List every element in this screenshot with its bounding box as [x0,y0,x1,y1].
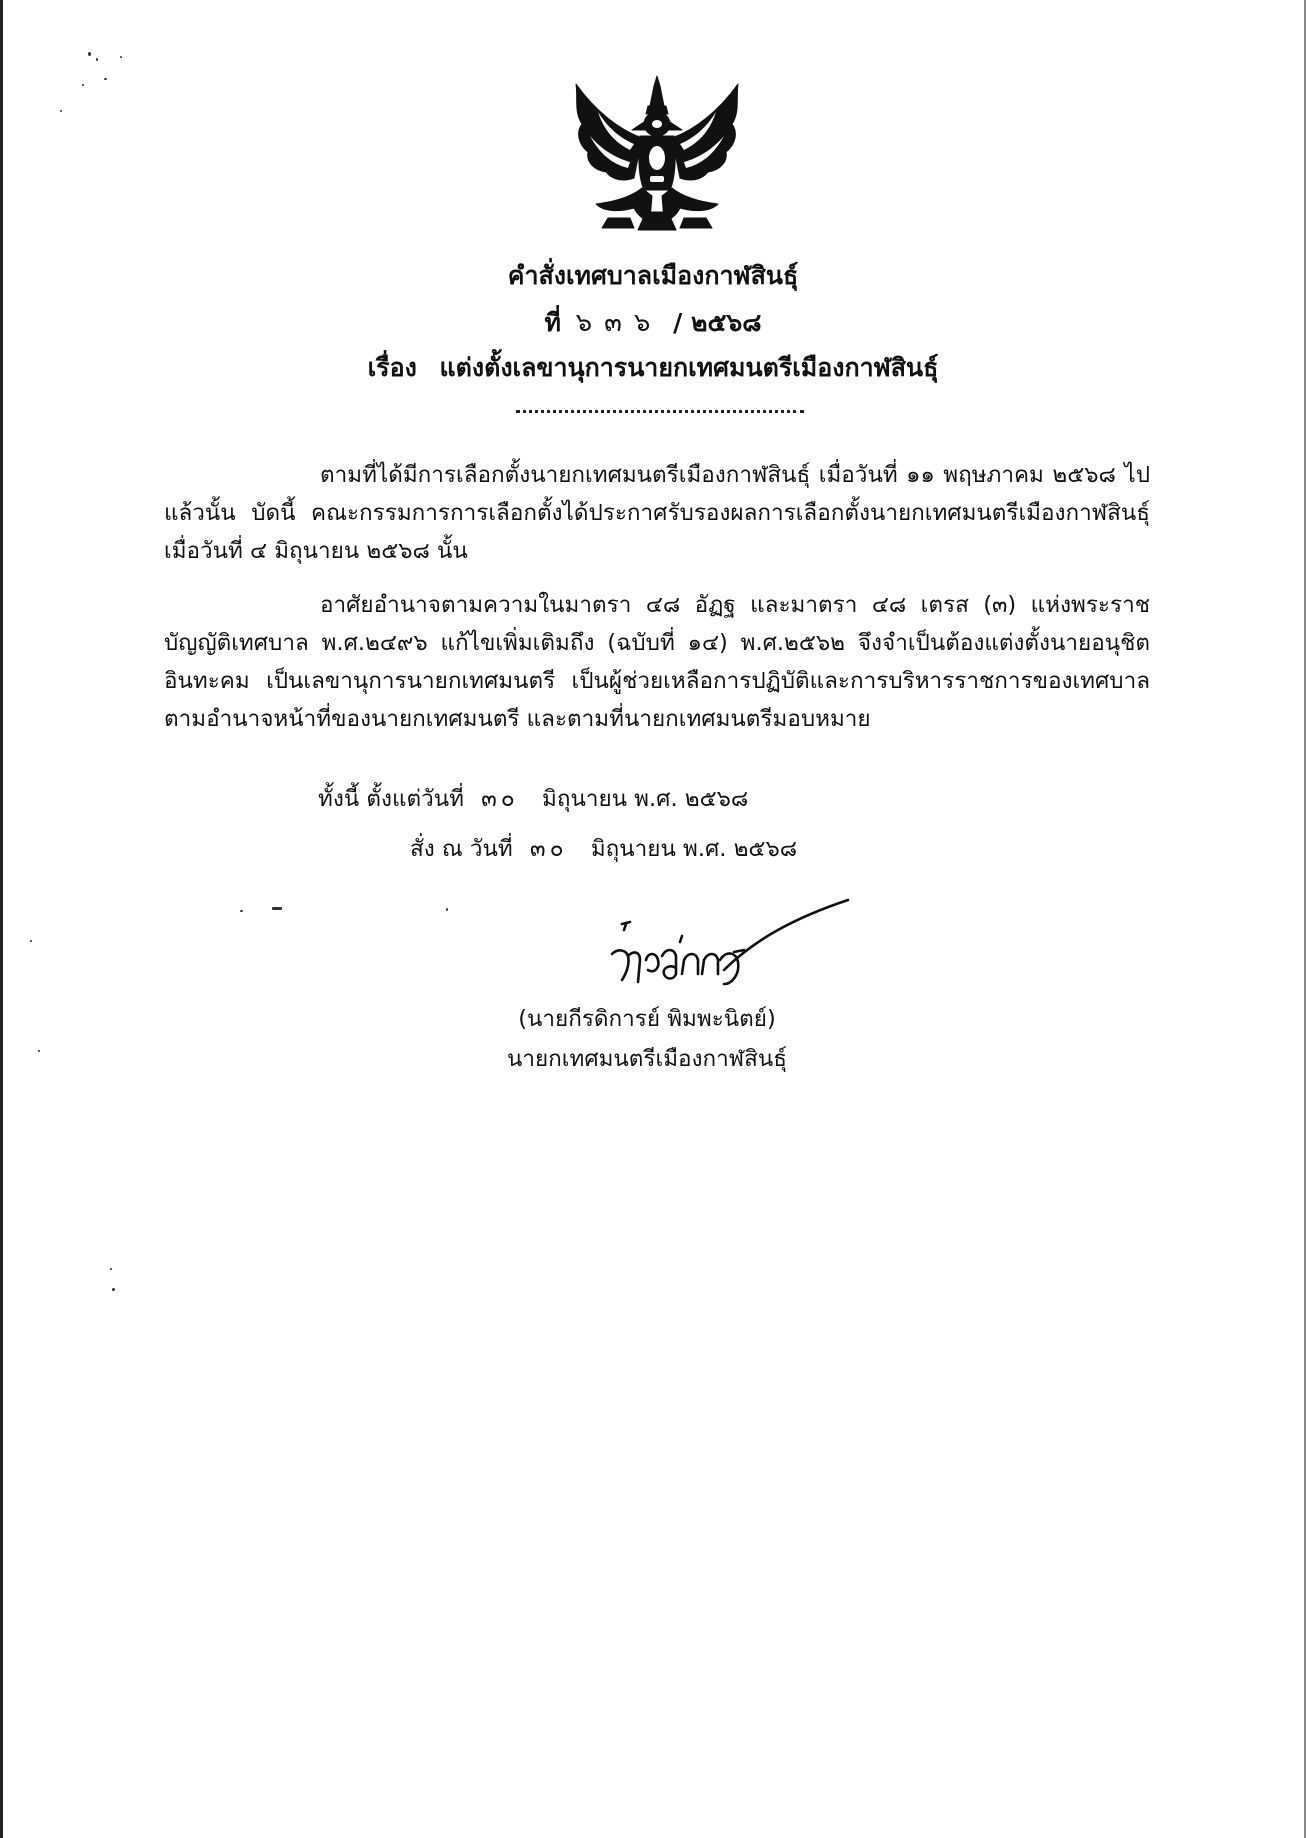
scan-speck [82,84,84,86]
scan-speck [104,78,107,80]
ordered-date-month-year: มิถุนายน พ.ศ. ๒๕๖๘ [590,836,798,862]
scan-speck [30,940,32,942]
order-number-year: / ๒๕๖๘ [673,308,762,337]
scan-speck [96,58,98,61]
garuda-emblem-icon [568,72,746,234]
scan-speck [110,1268,112,1270]
body-paragraph-1: ตามที่ได้มีการเลือกตั้งนายกเทศมนตรีเมืองกาฬสินธุ์ เมื่อวันที่ ๑๑ พฤษภาคม ๒๕๖๘ ไปแล้วนั้น บัดนี้ คณะกรรมการการเลือกตั้งได้ประกาศรับรองผลการเลือกตั้งนายกเทศมนตรีเมืองกาฬสินธุ์ เมื่อวันที่ ๔ มิถุนายน ๒๕๖๘ นั้น [164,462,1150,564]
scan-speck [60,110,62,112]
signer-position: นายกเทศมนตรีเมืองกาฬสินธุ์ [506,1046,788,1072]
scan-speck [446,908,448,911]
scan-speck [120,56,122,58]
ordered-date-day: ๓๐ [529,836,568,862]
subject-label: เรื่อง [367,353,417,382]
body-paragraph-2: อาศัยอำนาจตามความในมาตรา ๔๘ อัฏฐ และมาตรา ๔๘ เตรส (๓) แห่งพระราชบัญญัติเทศบาล พ.ศ.๒๔๙๖ แก้ไขเพิ่มเติมถึง (ฉบับที่ ๑๔) พ.ศ.๒๕๖๒ จึงจำเป็นต้องแต่งตั้งนายอนุชิต อินทะคม เป็นเลขานุการนายกเทศมนตรี เป็นผู้ช่วยเหลือการปฏิบัติและการบริหารราชการของเทศบาลตามอำนาจหน้าที่ของนายกเทศมนตรี และตามที่นายกเทศมนตรีมอบหมาย [164,592,1150,732]
scan-speck [88,52,91,56]
effective-date-prefix: ทั้งนี้ ตั้งแต่วันที่ [318,786,464,812]
order-number-handwritten: ๖๓๖ [575,308,663,338]
effective-date-day: ๓๐ [481,786,519,812]
document-subject [0,348,1306,388]
order-number [0,302,1306,343]
ordered-date-prefix: สั่ง ณ วันที่ [410,836,513,862]
scan-speck [240,910,243,912]
effective-date-line [318,780,748,817]
order-number-prefix: ที่ [544,308,561,337]
scan-speck [112,1288,115,1291]
signer-name: (นายกีรดิการย์ พิมพะนิตย์) [518,1006,776,1032]
scan-speck [272,907,282,910]
subject-text: แต่งตั้งเลขานุการนายกเทศมนตรีเมืองกาฬสินธุ์ [439,353,939,382]
document-title: คำสั่งเทศบาลเมืองกาฬสินธุ์ [507,261,799,290]
ordered-date-line [410,830,797,867]
dotted-separator [516,410,804,413]
handwritten-signature [604,890,854,1000]
effective-date-month-year: มิถุนายน พ.ศ. ๒๕๖๘ [542,786,749,812]
